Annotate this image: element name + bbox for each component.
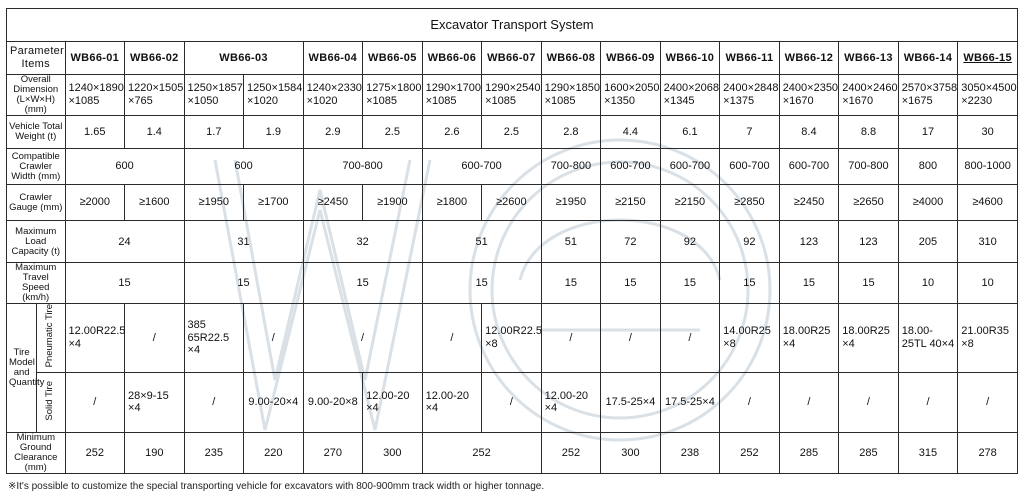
model-header: WB66-05 [363, 42, 423, 75]
dimension-cell: 1290×1850 ×1085 [541, 75, 601, 116]
dimension-cell: 1275×1800 ×1085 [363, 75, 423, 116]
solid-cell: / [65, 372, 125, 432]
weight-cell: 6.1 [660, 116, 720, 149]
solid-cell: / [720, 372, 780, 432]
sub-label-solid-text: Solid Tire [44, 380, 56, 421]
pneumatic-cell: 12.00R22.5 ×4 [65, 304, 125, 372]
weight-cell: 2.5 [482, 116, 542, 149]
weight-cell: 17 [898, 116, 958, 149]
crawler-width-cell: 700-800 [839, 149, 899, 185]
dimension-cell: 3050×4500 ×2230 [958, 75, 1018, 116]
gauge-cell: ≥2450 [303, 185, 363, 221]
row-label-param: Parameter Items [7, 42, 66, 75]
load-cell: 205 [898, 221, 958, 263]
load-cell: 310 [958, 221, 1018, 263]
pneumatic-cell: 385 65R22.5 ×4 [184, 304, 244, 372]
row-label-load: Maximum Load Capacity (t) [7, 221, 66, 263]
load-cell: 31 [184, 221, 303, 263]
crawler-width-cell: 600-700 [660, 149, 720, 185]
speed-cell: 15 [720, 263, 780, 304]
clearance-cell: 190 [125, 432, 185, 473]
pneumatic-cell: / [601, 304, 661, 372]
speed-cell: 15 [65, 263, 184, 304]
solid-cell: / [898, 372, 958, 432]
dimension-cell: 1220×1505 ×765 [125, 75, 185, 116]
row-label-tire: Tire Model and Quantity [7, 304, 37, 433]
solid-cell: / [839, 372, 899, 432]
pneumatic-cell: 18.00R25 ×4 [839, 304, 899, 372]
pneumatic-cell: / [125, 304, 185, 372]
weight-cell: 7 [720, 116, 780, 149]
weight-cell: 2.6 [422, 116, 482, 149]
pneumatic-cell: / [244, 304, 304, 372]
spec-table [6, 8, 1018, 474]
row-label-weight: Vehicle Total Weight (t) [7, 116, 66, 149]
pneumatic-cell: 12.00R22.5 ×8 [482, 304, 542, 372]
pneumatic-cell: / [660, 304, 720, 372]
clearance-cell: 285 [839, 432, 899, 473]
speed-cell: 15 [541, 263, 601, 304]
solid-cell: / [779, 372, 839, 432]
dimension-cell: 2400×2068 ×1345 [660, 75, 720, 116]
gauge-cell: ≥2150 [660, 185, 720, 221]
weight-cell: 1.9 [244, 116, 304, 149]
dimension-cell: 1290×1700 ×1085 [422, 75, 482, 116]
gauge-cell: ≥2150 [601, 185, 661, 221]
dimension-cell: 1600×2050 ×1350 [601, 75, 661, 116]
sub-label-pneumatic [37, 304, 65, 372]
gauge-cell: ≥2650 [839, 185, 899, 221]
clearance-cell: 300 [601, 432, 661, 473]
model-header [958, 42, 1018, 75]
solid-cell: / [482, 372, 542, 432]
weight-cell: 2.5 [363, 116, 423, 149]
pneumatic-cell: 14.00R25 ×8 [720, 304, 780, 372]
weight-cell: 30 [958, 116, 1018, 149]
clearance-cell: 238 [660, 432, 720, 473]
weight-cell: 4.4 [601, 116, 661, 149]
clearance-cell: 220 [244, 432, 304, 473]
speed-cell: 15 [660, 263, 720, 304]
model-header: WB66-04 [303, 42, 363, 75]
dimension-cell: 1250×1857 ×1050 [184, 75, 244, 116]
model-header: WB66-14 [898, 42, 958, 75]
crawler-width-cell: 600 [65, 149, 184, 185]
solid-cell: / [184, 372, 244, 432]
model-header: WB66-13 [839, 42, 899, 75]
model-header: WB66-09 [601, 42, 661, 75]
sub-label-pneumatic-text: Pneumatic Tire [44, 304, 56, 368]
gauge-cell: ≥1800 [422, 185, 482, 221]
model-header: WB66-06 [422, 42, 482, 75]
model-header: WB66-08 [541, 42, 601, 75]
model-header: WB66-07 [482, 42, 542, 75]
gauge-cell: ≥1600 [125, 185, 185, 221]
solid-cell: 12.00-20 ×4 [541, 372, 601, 432]
solid-cell: 9.00-20×8 [303, 372, 363, 432]
speed-cell: 15 [422, 263, 541, 304]
gauge-cell: ≥2450 [779, 185, 839, 221]
clearance-cell: 235 [184, 432, 244, 473]
pneumatic-cell: 18.00R25 ×4 [779, 304, 839, 372]
load-cell: 123 [779, 221, 839, 263]
clearance-cell: 300 [363, 432, 423, 473]
table-title: Excavator Transport System [7, 9, 1018, 42]
row-label-gauge: Crawler Gauge (mm) [7, 185, 66, 221]
clearance-cell: 252 [422, 432, 541, 473]
load-cell: 24 [65, 221, 184, 263]
gauge-cell: ≥4600 [958, 185, 1018, 221]
speed-cell: 15 [184, 263, 303, 304]
speed-cell: 15 [303, 263, 422, 304]
crawler-width-cell: 600 [184, 149, 303, 185]
model-header: WB66-03 [184, 42, 303, 75]
solid-cell: 12.00-20 ×4 [422, 372, 482, 432]
gauge-cell: ≥1950 [541, 185, 601, 221]
pneumatic-cell: / [303, 304, 422, 372]
crawler-width-cell: 800 [898, 149, 958, 185]
clearance-cell: 285 [779, 432, 839, 473]
row-label-clearance: Minimum Ground Clearance (mm) [7, 432, 66, 473]
clearance-cell: 278 [958, 432, 1018, 473]
load-cell: 92 [720, 221, 780, 263]
gauge-cell: ≥2850 [720, 185, 780, 221]
crawler-width-cell: 600-700 [720, 149, 780, 185]
solid-cell: 12.00-20 ×4 [363, 372, 423, 432]
weight-cell: 1.65 [65, 116, 125, 149]
crawler-width-cell: 800-1000 [958, 149, 1018, 185]
model-header: WB66-01 [65, 42, 125, 75]
dimension-cell: 1250×1584 ×1020 [244, 75, 304, 116]
row-label-crawler-width: Compatible Crawler Width (mm) [7, 149, 66, 185]
gauge-cell: ≥2600 [482, 185, 542, 221]
model-header: WB66-02 [125, 42, 185, 75]
dimension-cell: 1240×2330 ×1020 [303, 75, 363, 116]
row-label-dimension: Overall Dimension (L×W×H) (mm) [7, 75, 66, 116]
gauge-cell: ≥4000 [898, 185, 958, 221]
crawler-width-cell: 600-700 [601, 149, 661, 185]
clearance-cell: 252 [65, 432, 125, 473]
weight-cell: 1.4 [125, 116, 185, 149]
speed-cell: 15 [601, 263, 661, 304]
load-cell: 72 [601, 221, 661, 263]
gauge-cell: ≥2000 [65, 185, 125, 221]
load-cell: 92 [660, 221, 720, 263]
dimension-cell: 1290×2540 ×1085 [482, 75, 542, 116]
speed-cell: 15 [839, 263, 899, 304]
model-header: WB66-11 [720, 42, 780, 75]
load-cell: 32 [303, 221, 422, 263]
model-header: WB66-10 [660, 42, 720, 75]
dimension-cell: 2570×3758 ×1675 [898, 75, 958, 116]
solid-cell: 17.5-25×4 [601, 372, 661, 432]
footnote: ※It's possible to customize the special transporting vehicle for excavators with 800-900mm track width or higher tonnage. [8, 481, 545, 492]
solid-cell: 17.5-25×4 [660, 372, 720, 432]
load-cell: 51 [422, 221, 541, 263]
solid-cell: 9.00-20×4 [244, 372, 304, 432]
weight-cell: 2.8 [541, 116, 601, 149]
pneumatic-cell: / [422, 304, 482, 372]
model-header: WB66-12 [779, 42, 839, 75]
speed-cell: 15 [779, 263, 839, 304]
crawler-width-cell: 600-700 [422, 149, 541, 185]
crawler-width-cell: 700-800 [541, 149, 601, 185]
gauge-cell: ≥1900 [363, 185, 423, 221]
weight-cell: 1.7 [184, 116, 244, 149]
dimension-cell: 2400×2350 ×1670 [779, 75, 839, 116]
weight-cell: 8.8 [839, 116, 899, 149]
row-label-speed: Maximum Travel Speed (km/h) [7, 263, 66, 304]
pneumatic-cell: 21.00R35 ×8 [958, 304, 1018, 372]
solid-cell: 28×9-15 ×4 [125, 372, 185, 432]
dimension-cell: 1240×1890 ×1085 [65, 75, 125, 116]
gauge-cell: ≥1950 [184, 185, 244, 221]
load-cell: 51 [541, 221, 601, 263]
weight-cell: 2.9 [303, 116, 363, 149]
speed-cell: 10 [958, 263, 1018, 304]
load-cell: 123 [839, 221, 899, 263]
clearance-cell: 252 [720, 432, 780, 473]
dimension-cell: 2400×2848 ×1375 [720, 75, 780, 116]
dimension-cell: 2400×2460 ×1670 [839, 75, 899, 116]
pneumatic-cell: / [541, 304, 601, 372]
crawler-width-cell: 600-700 [779, 149, 839, 185]
crawler-width-cell: 700-800 [303, 149, 422, 185]
clearance-cell: 270 [303, 432, 363, 473]
gauge-cell: ≥1700 [244, 185, 304, 221]
weight-cell: 8.4 [779, 116, 839, 149]
speed-cell: 10 [898, 263, 958, 304]
pneumatic-cell: 18.00-25TL 40×4 [898, 304, 958, 372]
clearance-cell: 315 [898, 432, 958, 473]
model-header-text: WB66-15 [963, 51, 1012, 64]
clearance-cell: 252 [541, 432, 601, 473]
solid-cell: / [958, 372, 1018, 432]
